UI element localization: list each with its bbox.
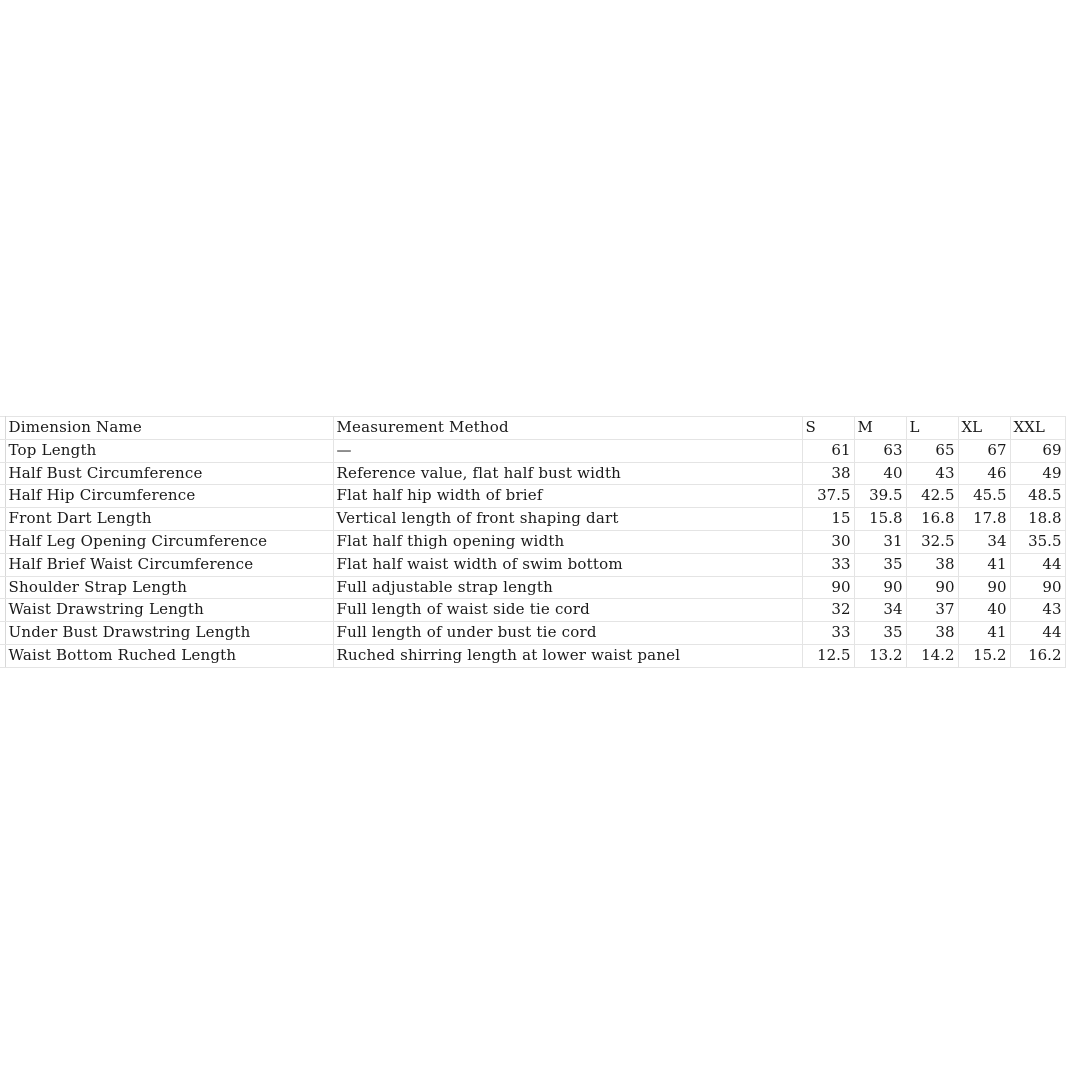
measurement-method-cell[interactable]: Reference value, flat half bust width: [333, 462, 802, 485]
size-value-cell[interactable]: 16.8: [906, 508, 958, 531]
measurement-method-cell[interactable]: Full length of under bust tie cord: [333, 622, 802, 645]
table-row: [0, 508, 1065, 531]
size-value-cell[interactable]: 90: [958, 576, 1010, 599]
dimension-name-cell[interactable]: Under Bust Drawstring Length: [5, 622, 333, 645]
dimension-name-cell[interactable]: Half Brief Waist Circumference: [5, 553, 333, 576]
size-value-cell[interactable]: 42.5: [906, 485, 958, 508]
size-value-cell[interactable]: 69: [1010, 439, 1065, 462]
dimension-name-cell[interactable]: Half Hip Circumference: [5, 485, 333, 508]
size-value-cell[interactable]: 40: [958, 599, 1010, 622]
size-value-cell[interactable]: 41: [958, 553, 1010, 576]
size-value-cell[interactable]: 17.8: [958, 508, 1010, 531]
size-value-cell[interactable]: 63: [854, 439, 906, 462]
size-value-cell[interactable]: 15.2: [958, 644, 1010, 667]
header-row: [0, 417, 1065, 440]
size-value-cell[interactable]: 13.2: [854, 644, 906, 667]
size-value-cell[interactable]: 49: [1010, 462, 1065, 485]
size-value-cell[interactable]: 90: [854, 576, 906, 599]
size-value-cell[interactable]: 35: [854, 622, 906, 645]
size-value-cell[interactable]: 35: [854, 553, 906, 576]
size-value-cell[interactable]: 33: [802, 622, 854, 645]
measurement-method-cell[interactable]: Full adjustable strap length: [333, 576, 802, 599]
size-value-cell[interactable]: 45.5: [958, 485, 1010, 508]
size-value-cell[interactable]: 67: [958, 439, 1010, 462]
table-row: [0, 485, 1065, 508]
header-cell[interactable]: M: [854, 417, 906, 440]
size-value-cell[interactable]: 15.8: [854, 508, 906, 531]
size-value-cell[interactable]: 48.5: [1010, 485, 1065, 508]
table-row: [0, 530, 1065, 553]
table-row: [0, 462, 1065, 485]
measurement-method-cell[interactable]: Full length of waist side tie cord: [333, 599, 802, 622]
header-cell[interactable]: XXL: [1010, 417, 1065, 440]
size-chart-table: [0, 416, 1066, 668]
dimension-name-cell[interactable]: Half Leg Opening Circumference: [5, 530, 333, 553]
size-value-cell[interactable]: 38: [802, 462, 854, 485]
header-cell[interactable]: Measurement Method: [333, 417, 802, 440]
dimension-name-cell[interactable]: Shoulder Strap Length: [5, 576, 333, 599]
header-cell[interactable]: L: [906, 417, 958, 440]
size-value-cell[interactable]: 90: [802, 576, 854, 599]
size-value-cell[interactable]: 39.5: [854, 485, 906, 508]
header-cell[interactable]: XL: [958, 417, 1010, 440]
size-value-cell[interactable]: 90: [1010, 576, 1065, 599]
size-value-cell[interactable]: 38: [906, 553, 958, 576]
size-value-cell[interactable]: 61: [802, 439, 854, 462]
size-value-cell[interactable]: 44: [1010, 553, 1065, 576]
size-value-cell[interactable]: 40: [854, 462, 906, 485]
table-row: [0, 644, 1065, 667]
table-row: [0, 599, 1065, 622]
size-value-cell[interactable]: 44: [1010, 622, 1065, 645]
measurement-method-cell[interactable]: Flat half hip width of brief: [333, 485, 802, 508]
size-value-cell[interactable]: 32: [802, 599, 854, 622]
measurement-method-cell[interactable]: Flat half thigh opening width: [333, 530, 802, 553]
size-value-cell[interactable]: 41: [958, 622, 1010, 645]
size-value-cell[interactable]: 31: [854, 530, 906, 553]
table-row: [0, 622, 1065, 645]
size-value-cell[interactable]: 30: [802, 530, 854, 553]
dimension-name-cell[interactable]: Half Bust Circumference: [5, 462, 333, 485]
size-value-cell[interactable]: 46: [958, 462, 1010, 485]
size-value-cell[interactable]: 35.5: [1010, 530, 1065, 553]
size-value-cell[interactable]: 38: [906, 622, 958, 645]
size-value-cell[interactable]: 34: [854, 599, 906, 622]
size-value-cell[interactable]: 43: [1010, 599, 1065, 622]
measurement-method-cell[interactable]: Flat half waist width of swim bottom: [333, 553, 802, 576]
measurement-method-cell[interactable]: Ruched shirring length at lower waist panel: [333, 644, 802, 667]
size-value-cell[interactable]: 32.5: [906, 530, 958, 553]
size-value-cell[interactable]: 15: [802, 508, 854, 531]
size-value-cell[interactable]: 43: [906, 462, 958, 485]
table-row: [0, 553, 1065, 576]
measurement-method-cell[interactable]: —: [333, 439, 802, 462]
size-value-cell[interactable]: 65: [906, 439, 958, 462]
size-value-cell[interactable]: 34: [958, 530, 1010, 553]
table-row: [0, 576, 1065, 599]
header-cell[interactable]: S: [802, 417, 854, 440]
dimension-name-cell[interactable]: Waist Drawstring Length: [5, 599, 333, 622]
dimension-name-cell[interactable]: Front Dart Length: [5, 508, 333, 531]
size-value-cell[interactable]: 33: [802, 553, 854, 576]
size-value-cell[interactable]: 12.5: [802, 644, 854, 667]
size-value-cell[interactable]: 16.2: [1010, 644, 1065, 667]
dimension-name-cell[interactable]: Top Length: [5, 439, 333, 462]
header-cell[interactable]: Dimension Name: [5, 417, 333, 440]
dimension-name-cell[interactable]: Waist Bottom Ruched Length: [5, 644, 333, 667]
size-value-cell[interactable]: 37.5: [802, 485, 854, 508]
measurement-method-cell[interactable]: Vertical length of front shaping dart: [333, 508, 802, 531]
size-value-cell[interactable]: 90: [906, 576, 958, 599]
table-row: [0, 439, 1065, 462]
size-value-cell[interactable]: 18.8: [1010, 508, 1065, 531]
size-value-cell[interactable]: 14.2: [906, 644, 958, 667]
size-value-cell[interactable]: 37: [906, 599, 958, 622]
